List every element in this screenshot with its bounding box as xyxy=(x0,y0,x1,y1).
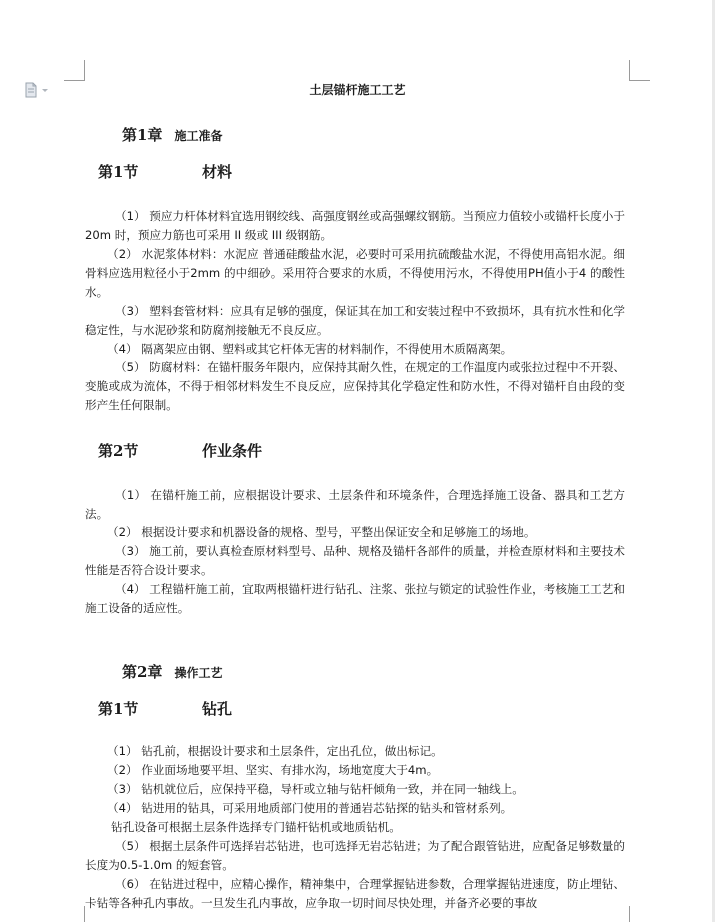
paragraph: （3） 塑料套管材料：应具有足够的强度，保证其在加工和安装过程中不致损坏，具有抗水性和化学稳定性，与水泥砂浆和防腐剂接触无不良反应。 xyxy=(85,304,625,337)
chapter-number: 第2章 xyxy=(122,663,163,681)
section-1-heading xyxy=(98,161,233,182)
paragraph: （3） 施工前，要认真检查原材料型号、品种、规格及锚杆各部件的质量，并检查原材料和主要技术性能是否符合设计要求。 xyxy=(85,544,625,577)
paragraph: （6） 在钻进过程中，应精心操作，精神集中，合理掌握钻进参数，合理掌握钻进速度，防止埋钻、卡钻等各种孔内事故。一旦发生孔内事故，应争取一切时间尽快处理，并备齐必要的事故 xyxy=(85,877,625,910)
chapter-title: 操作工艺 xyxy=(174,666,223,680)
paragraph: （4） 隔离架应由钢、塑料或其它杆体无害的材料制作，不得使用木质隔离架。 xyxy=(107,342,513,356)
paragraph: （4） 钻进用的钻具，可采用地质部门使用的普通岩芯钻探的钻头和管材系列。 xyxy=(107,801,513,815)
paragraph: （4） 工程锚杆施工前，宜取两根锚杆进行钻孔、注浆、张拉与锁定的试验性作业，考核施工工艺和施工设备的适应性。 xyxy=(85,582,625,615)
section-3-heading xyxy=(98,698,233,719)
section-number: 第2节 xyxy=(98,442,139,460)
chapter-2-heading xyxy=(122,661,222,682)
section-2-heading xyxy=(98,440,263,461)
paragraph: （5） 防腐材料：在锚杆服务年限内，应保持其耐久性，在规定的工作温度内或张拉过程中不开裂、变脆或成为流体，不得于相邻材料发生不良反应，应保持其化学稳定性和防水性，不得对锚杆自由段的变形产生任何限制。 xyxy=(85,360,625,412)
paragraph: （3） 钻机就位后，应保持平稳，导杆或立轴与钻杆倾角一致，并在同一轴线上。 xyxy=(107,782,524,796)
chapter-1-heading xyxy=(122,124,222,145)
section-title: 材料 xyxy=(202,163,233,181)
paragraph: （1） 预应力杆体材料宜选用钢绞线、高强度钢丝或高强螺纹钢筋。当预应力值较小或锚杆长度小于20m 时，预应力筋也可采用 II 级或 III 级钢筋。 xyxy=(85,209,625,242)
section-title: 作业条件 xyxy=(202,442,263,460)
paragraph: （2） 水泥浆体材料：水泥应 普通硅酸盐水泥，必要时可采用抗硫酸盐水泥，不得使用高铝水泥。细骨料应选用粒径小于2mm 的中细砂。采用符合要求的水质，不得使用污水，不得使用PH值小于4 的酸性水。 xyxy=(85,247,625,299)
crop-mark-bottom-left xyxy=(64,906,85,922)
paragraph: （2） 根据设计要求和机器设备的规格、型号，平整出保证安全和足够施工的场地。 xyxy=(107,525,536,539)
section-number: 第1节 xyxy=(98,163,139,181)
section-number: 第1节 xyxy=(98,700,139,718)
page-title: 土层锚杆施工工艺 xyxy=(309,83,406,97)
paragraph: （5） 根据土层条件可选择岩芯钻进，也可选择无岩芯钻进；为了配合跟管钻进，应配备足够数量的长度为0.5-1.0m 的短套管。 xyxy=(85,839,625,872)
crop-mark-top-right xyxy=(629,60,650,81)
paragraph: （1） 钻孔前，根据设计要求和土层条件，定出孔位，做出标记。 xyxy=(107,744,443,758)
chapter-number: 第1章 xyxy=(122,126,163,144)
crop-mark-top-left xyxy=(64,60,85,81)
section-title: 钻孔 xyxy=(202,700,233,718)
paragraph: （1） 在锚杆施工前，应根据设计要求、土层条件和环境条件，合理选择施工设备、器具和工艺方法。 xyxy=(85,488,625,521)
chapter-title: 施工准备 xyxy=(174,129,223,143)
paragraph: （2） 作业面场地要平坦、坚实、有排水沟，场地宽度大于4m。 xyxy=(107,763,439,777)
crop-mark-bottom-right xyxy=(629,906,650,922)
paragraph: 钻孔设备可根据土层条件选择专门锚杆钻机或地质钻机。 xyxy=(111,820,401,834)
